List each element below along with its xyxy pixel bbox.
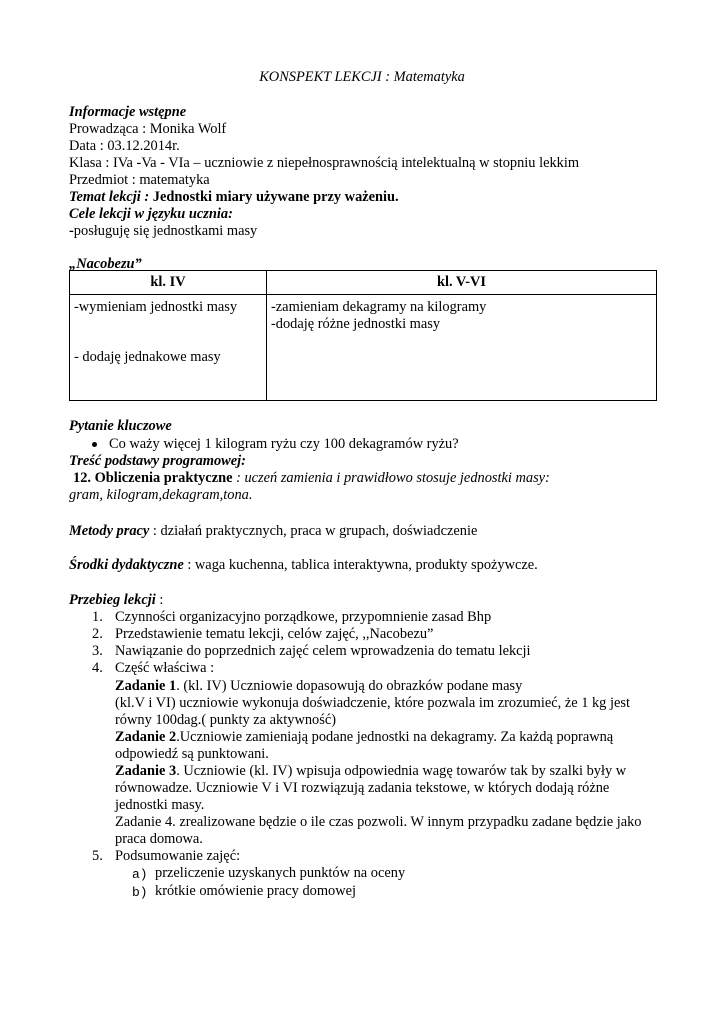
summary-letter: a) [132,867,148,882]
task4-line: Zadanie 4. zrealizowane będzie o ile czas pozwoli. W innym przypadku zadane będzie jako [115,814,642,830]
course-step-num: 3. [92,643,103,659]
course-step-text: Przedstawienie tematu lekcji, celów zajęć, ,,Nacobezu” [115,626,434,642]
goal-dash: - [69,223,74,239]
course-step-text: Czynności organizacyjno porządkowe, przypomnienie zasad Bhp [115,609,492,625]
nacobezu-col1-cell [70,295,267,401]
course-step-num: 4. [92,660,103,676]
document-title: KONSPEKT LEKCJI : Matematyka [259,69,465,85]
task2-text: .Uczniowie zamieniają podane jednostki na dekagramy. Za każdą poprawną [176,729,614,745]
bullet-icon [92,442,97,447]
resources-text: : waga kuchenna, tablica interaktywna, produkty spożywcze. [183,557,538,573]
resources-label: Środki dydaktyczne [69,557,184,573]
nacobezu-col2-item: -dodaję różne jednostki masy [271,316,441,332]
course-step-num: 5. [92,848,103,864]
nacobezu-col1-header: kl. IV [70,271,267,295]
curriculum-line [73,470,550,487]
task1-line: równy 100dag.( punkty za aktywność) [115,712,337,728]
key-question-item [92,436,459,453]
curriculum-number-label: 12. Obliczenia praktyczne [73,470,233,486]
nacobezu-col1-item: -wymieniam jednostki masy [74,299,238,315]
task4-line: praca domowa. [115,831,203,847]
goal-text: posługuję się jednostkami masy [73,223,258,239]
goals-heading: Cele lekcji w języku ucznia: [69,206,233,222]
task2-label: Zadanie 2 [115,729,177,745]
subject-line: Przedmiot : matematyka [69,172,210,188]
course-step-text: Nawiązanie do poprzednich zajęć celem wprowadzenia do tematu lekcji [115,643,531,659]
key-question-heading: Pytanie kluczowe [69,418,172,434]
methods-text: : działań praktycznych, praca w grupach, doświadczenie [149,523,478,539]
course-step-num: 1. [92,609,103,625]
nacobezu-col2-cell [267,295,657,401]
summary-item: krótkie omówienie pracy domowej [155,883,357,899]
task3-line: równowadze. Uczniowie V i VI rozwiązują zadania tekstowe, w których dodają różne [115,780,610,796]
nacobezu-col2-header: kl. V-VI [267,271,657,295]
nacobezu-col1-item: - dodaję jednakowe masy [74,349,221,365]
course-heading: Przebieg lekcji [69,592,156,608]
goal-line [69,223,257,240]
task1-line [115,678,522,695]
topic-label: Temat lekcji : [69,189,150,205]
task2-line: odpowiedź są punktowani. [115,746,269,762]
curriculum-text: : uczeń zamienia i prawidłowo stosuje jednostki masy: [232,470,550,486]
task3-line: jednostki masy. [115,797,205,813]
nacobezu-table [69,270,657,401]
methods-line [69,523,477,540]
task1-line: (kl.V i VI) uczniowie wykonuja doświadczenie, które pozwala im zrozumieć, że 1 kg jest [115,695,630,711]
task2-line [115,729,613,746]
course-step-text: Część właściwa : [115,660,215,676]
task3-text: . Uczniowie (kl. IV) wpisuja odpowiednia wagę towarów tak by szalki były w [176,763,627,779]
summary-item: przeliczenie uzyskanych punktów na oceny [155,865,406,881]
class-line: Klasa : IVa -Va - VIa – uczniowie z niepełnosprawnością intelektualną w stopniu lekkim [69,155,580,171]
course-step-num: 2. [92,626,103,642]
curriculum-units: gram, kilogram,dekagram,tona. [69,487,253,503]
methods-label: Metody pracy [69,523,150,539]
summary-letter: b) [132,885,148,900]
nacobezu-heading: „Nacobezu” [69,256,142,272]
course-heading-line [69,592,163,609]
topic-text: Jednostki miary używane przy ważeniu. [149,189,399,205]
teacher-line: Prowadząca : Monika Wolf [69,121,227,137]
topic-line [69,189,399,206]
task1-text: . (kl. IV) Uczniowie dopasowują do obrazków podane masy [176,678,523,694]
intro-heading: Informacje wstępne [69,104,187,120]
resources-line [69,557,538,574]
task3-label: Zadanie 3 [115,763,177,779]
course-heading-suffix: : [155,592,164,608]
task1-label: Zadanie 1 [115,678,177,694]
nacobezu-col2-item: -zamieniam dekagramy na kilogramy [271,299,487,315]
task3-line [115,763,626,780]
course-step-text: Podsumowanie zajęć: [115,848,241,864]
key-question-text: Co waży więcej 1 kilogram ryżu czy 100 dekagramów ryżu? [109,436,459,452]
curriculum-heading: Treść podstawy programowej: [69,453,246,469]
date-line: Data : 03.12.2014r. [69,138,180,154]
